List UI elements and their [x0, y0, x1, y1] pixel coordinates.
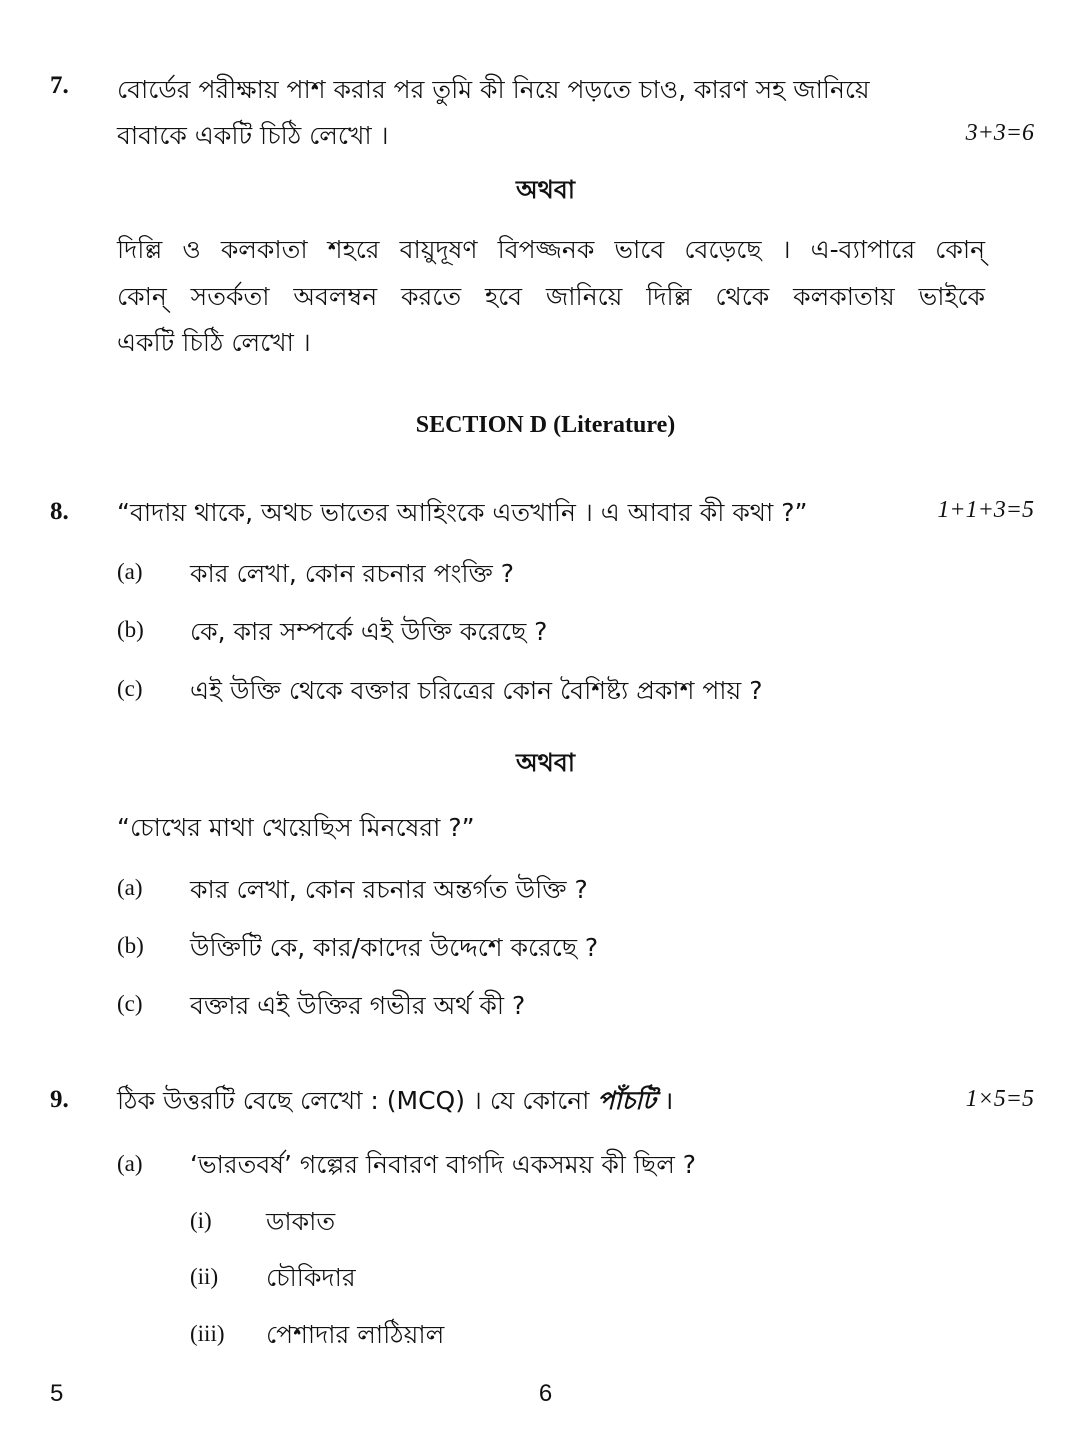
question-quote: “চোখের মাথা খেয়েছিস মিনষেরা ?”: [117, 813, 475, 842]
option-label: (iii): [190, 1321, 225, 1346]
page-number: 6: [538, 1380, 553, 1407]
option-label: (i): [190, 1208, 212, 1233]
part-label: (b): [117, 933, 144, 958]
question-text: বোর্ডের পরীক্ষায় পাশ করার পর তুমি কী নিয়ে পড়তে চাও, কারণ সহ জানিয়ে: [117, 75, 870, 104]
instruction-emphasis: পাঁচটি: [597, 1086, 656, 1115]
part-text: এই উক্তি থেকে বক্তার চরিত্রের কোন বৈশিষ্ট্য প্রকাশ পায় ?: [190, 676, 763, 705]
question-number: 7.: [50, 72, 69, 99]
marks: 3+3=6: [965, 120, 1034, 146]
option-label: (ii): [190, 1264, 219, 1289]
instruction-end: ।: [663, 1086, 674, 1115]
question-text: দিল্লি ও কলকাতা শহরে বায়ুদূষণ বিপজ্জনক ভাবে বেড়েছে । এ-ব্যাপারে কোন্: [117, 235, 985, 264]
footer-code: 5: [50, 1380, 64, 1407]
marks: 1+1+3=5: [937, 497, 1034, 523]
or-heading: অথবা: [515, 175, 575, 204]
question-text: কোন্ সতর্কতা অবলম্বন করতে হবে জানিয়ে দিল্লি থেকে কলকাতায় ভাইকে: [117, 282, 985, 311]
question-text: একটি চিঠি লেখো ।: [117, 328, 311, 357]
part-text: কার লেখা, কোন রচনার পংক্তি ?: [190, 559, 515, 588]
part-text: কার লেখা, কোন রচনার অন্তর্গত উক্তি ?: [190, 875, 588, 904]
option-text: চৌকিদার: [266, 1263, 356, 1292]
question-text: বাবাকে একটি চিঠি লেখো ।: [117, 121, 389, 150]
part-label: (b): [117, 617, 144, 642]
part-text: ‘ভারতবর্ষ’ গল্পের নিবারণ বাগদি একসময় কী ছিল ?: [190, 1150, 697, 1179]
part-label: (c): [117, 991, 143, 1016]
part-label: (a): [117, 559, 143, 584]
part-label: (c): [117, 676, 143, 701]
section-title: SECTION D (Literature): [415, 412, 676, 438]
option-text: ডাকাত: [266, 1207, 336, 1236]
instruction-text: ঠিক উত্তরটি বেছে লেখো : (MCQ) । যে কোনো: [117, 1086, 590, 1115]
question-number: 8.: [50, 498, 69, 525]
part-label: (a): [117, 875, 143, 900]
part-text: বক্তার এই উক্তির গভীর অর্থ কী ?: [190, 991, 526, 1020]
marks: 1×5=5: [965, 1086, 1034, 1112]
question-quote: “বাদায় থাকে, অথচ ভাতের আহিংকে এতখানি । এ আবার কী কথা ?”: [117, 498, 808, 527]
option-text: পেশাদার লাঠিয়াল: [266, 1320, 445, 1349]
part-text: কে, কার সম্পর্কে এই উক্তি করেছে ?: [190, 617, 548, 646]
question-number: 9.: [50, 1086, 69, 1113]
question-instruction: [117, 1081, 673, 1124]
or-heading: অথবা: [515, 748, 575, 777]
part-label: (a): [117, 1151, 143, 1176]
part-text: উক্তিটি কে, কার/কাদের উদ্দেশে করেছে ?: [190, 933, 599, 962]
